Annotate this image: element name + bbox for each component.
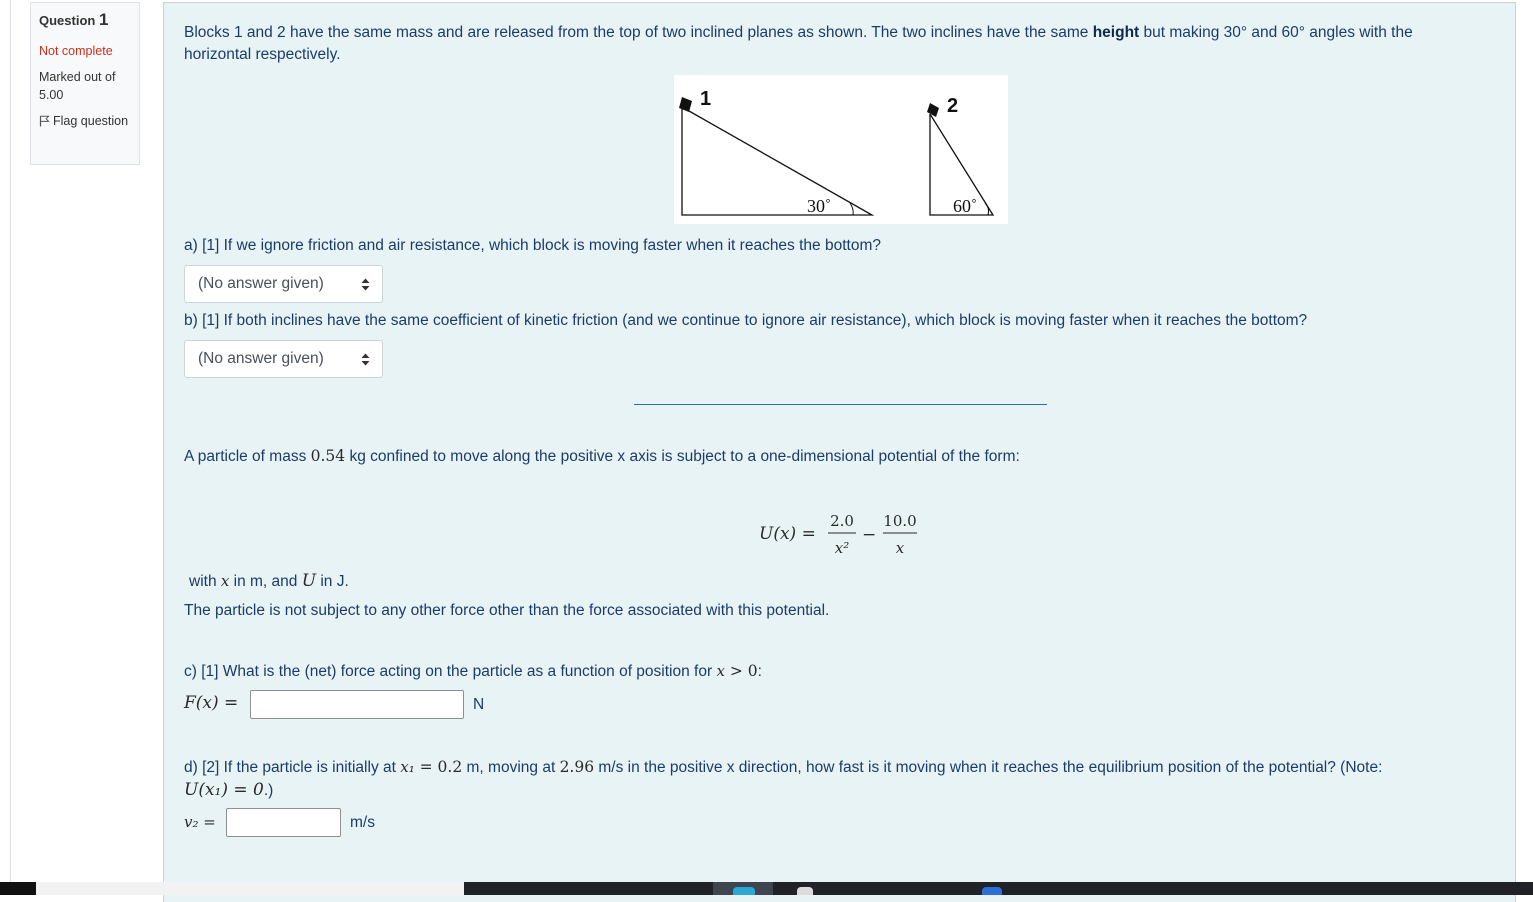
speed-unit: m/s: [350, 814, 375, 831]
question-info-panel: [30, 2, 140, 165]
inclines-figure: [674, 75, 1008, 224]
part-d-lhs-math: v₂ =: [184, 813, 216, 831]
potential-equation-svg: [759, 509, 929, 559]
taskbar-search-box[interactable]: [36, 882, 464, 895]
part-d-x1: x₁: [400, 758, 415, 776]
section-divider: [634, 404, 1047, 405]
frac1-numerator: 2.0: [830, 512, 854, 530]
browser-app-icon[interactable]: [733, 887, 755, 895]
angle-1-arc: [850, 203, 853, 215]
force-answer-input[interactable]: [250, 690, 464, 719]
flag-question-link[interactable]: [39, 112, 139, 130]
os-taskbar: [0, 882, 1533, 895]
question-label: Question: [39, 13, 96, 28]
part-b-question: b) [1] If both inclines have the same coefficient of kinetic friction (and we continue to ignore air resistance), which block is moving faster when it reaches the bottom?: [184, 312, 1308, 329]
part-a-selected-value: (No answer given): [198, 275, 324, 292]
units-var-u: U: [301, 571, 317, 591]
units-text-mid: in m, and: [229, 573, 302, 590]
frac2-denominator: x: [895, 539, 905, 557]
part-c-question: [184, 660, 762, 683]
no-other-force-note: The particle is not subject to any other force other than the force associated with this potential.: [184, 602, 830, 619]
speed-answer-input[interactable]: [226, 808, 341, 837]
particle-text-end: kg confined to move along the positive x axis is subject to a one-dimensional potential of the form:: [345, 448, 1020, 465]
question-state: Not complete: [39, 44, 113, 58]
part-c-condition: > 0: [724, 662, 758, 680]
part-c-lhs: [184, 692, 238, 715]
intro-text: Blocks 1 and 2 have the same mass and are released from the top of two inclined planes as shown. The two inclines have the same: [184, 24, 1093, 41]
mail-app-icon[interactable]: [982, 887, 1002, 895]
part-c-text: c) [1] What is the (net) force acting on the particle as a function of position for: [184, 663, 717, 680]
units-note: [189, 570, 349, 593]
part-d-text-3: m/s in the positive x direction, how fast is it moving when it reaches the equilibrium position of the potential? (Note:: [594, 759, 1383, 776]
question-number: [39, 11, 139, 30]
intro-text-end: but making 30° and 60° angles with the horizontal respectively.: [184, 24, 1413, 63]
intro-paragraph: [184, 22, 1464, 66]
question-number-value: 1: [98, 10, 109, 29]
intro-bold-word: height: [1092, 24, 1140, 41]
potential-equation: [759, 509, 929, 559]
part-d-text-1: d) [2] If the particle is initially at: [184, 759, 401, 776]
part-d-lhs: [184, 811, 216, 834]
particle-text: A particle of mass: [184, 448, 311, 465]
flag-icon: [39, 115, 50, 127]
force-unit: N: [473, 696, 485, 713]
select-updown-icon: [361, 353, 370, 366]
particle-description: [184, 445, 1020, 468]
question-formulation: [163, 2, 1516, 902]
part-d-x1-value: = 0.2: [414, 758, 463, 776]
question-grade: Marked out of 5.00: [39, 70, 116, 102]
potential-minus: −: [862, 525, 877, 545]
part-d-question: [184, 756, 1484, 802]
frac1-denominator: x²: [834, 539, 850, 557]
angle-2-label: 60˚: [953, 196, 977, 216]
part-c-lhs-math: F(x) =: [184, 693, 239, 713]
frac2-numerator: 10.0: [883, 512, 917, 530]
flag-question-label: Flag question: [53, 114, 129, 128]
part-a-answer-select[interactable]: [184, 265, 383, 303]
block-1: [679, 97, 692, 112]
part-d-note-math: U(x₁) = 0: [184, 780, 264, 800]
file-app-icon[interactable]: [797, 887, 813, 895]
select-updown-icon: [361, 278, 370, 291]
units-text: with: [189, 573, 221, 590]
units-text-end: in J.: [316, 573, 349, 590]
part-c-colon: :: [757, 663, 762, 680]
inclines-diagram: [674, 75, 1008, 224]
block-1-label: 1: [700, 88, 712, 110]
angle-2-arc: [985, 203, 989, 215]
potential-lhs: U(x) =: [759, 524, 816, 544]
part-d-text-2: m, moving at: [462, 759, 560, 776]
start-button[interactable]: [0, 882, 36, 895]
page-left-border: [10, 0, 11, 882]
part-b-selected-value: (No answer given): [198, 350, 324, 367]
part-c-var-x: x: [716, 662, 725, 680]
particle-mass: 0.54: [310, 447, 346, 465]
part-b-answer-select[interactable]: [184, 340, 383, 378]
part-d-note-end: .): [263, 782, 274, 799]
block-2-label: 2: [947, 95, 959, 117]
part-a-question: a) [1] If we ignore friction and air resistance, which block is moving faster when it reaches the bottom?: [184, 237, 881, 254]
part-d-speed: 2.96: [559, 758, 595, 776]
block-2: [927, 103, 939, 117]
incline-1: [682, 107, 872, 215]
units-var-x: x: [220, 572, 230, 590]
angle-1-label: 30˚: [807, 196, 831, 216]
